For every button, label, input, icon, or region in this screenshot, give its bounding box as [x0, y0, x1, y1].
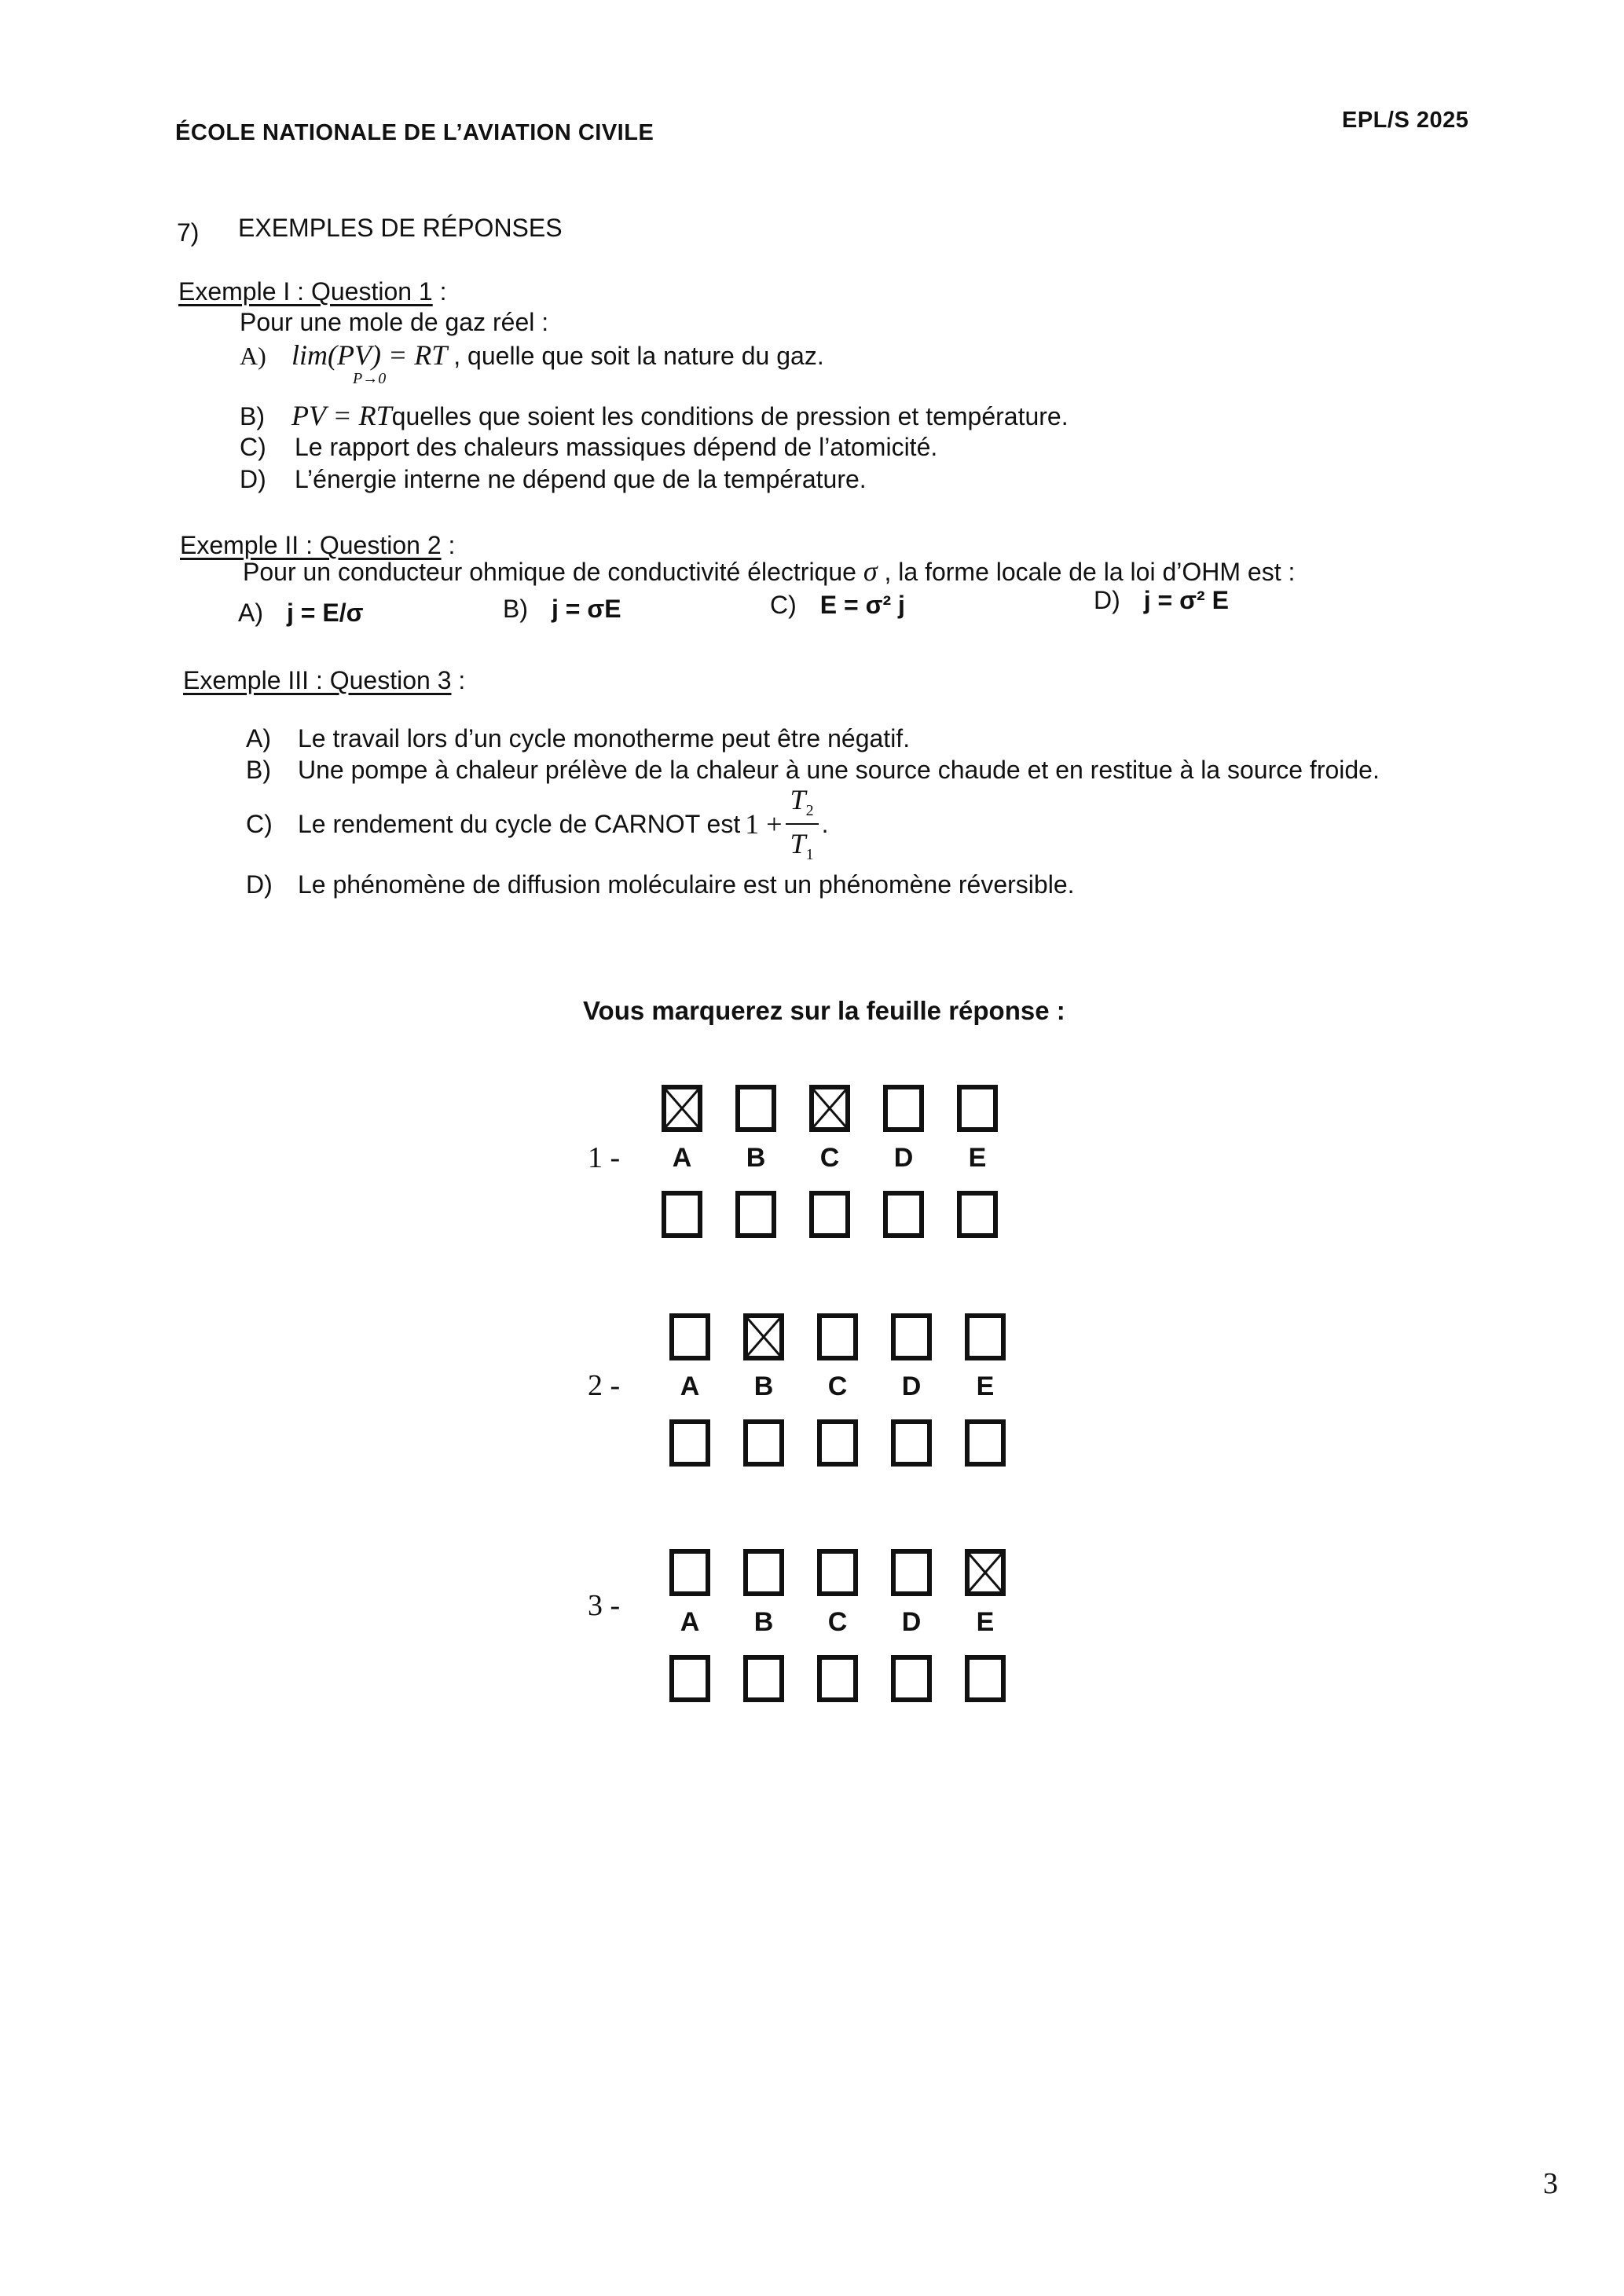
school-name: ÉCOLE NATIONALE DE L’AVIATION CIVILE — [175, 120, 654, 145]
answer-box[interactable] — [669, 1549, 710, 1596]
answer-box-checked[interactable] — [743, 1313, 784, 1360]
answer-box[interactable] — [891, 1549, 932, 1596]
answer-letter: C — [819, 1143, 840, 1173]
exam-code: EPL/S 2025 — [1342, 108, 1469, 133]
answer-box[interactable] — [743, 1419, 784, 1467]
answer-letter: A — [680, 1607, 700, 1637]
answer-letter: E — [976, 1371, 995, 1401]
answer-letter: C — [827, 1371, 848, 1401]
answer-letters — [662, 1143, 1015, 1174]
answer-letter: E — [976, 1607, 995, 1637]
answer-box[interactable] — [817, 1549, 858, 1596]
answer-box[interactable] — [735, 1085, 776, 1132]
answer-box-checked[interactable] — [662, 1085, 702, 1132]
answer-letter: A — [672, 1143, 692, 1173]
example2-intro: Pour un conducteur ohmique de conductivité électrique σ , la forme locale de la loi d’OHM est : — [243, 555, 1296, 587]
answer-box[interactable] — [883, 1085, 924, 1132]
answer-box[interactable] — [891, 1313, 932, 1360]
question-number: 2 - — [588, 1369, 621, 1402]
example1-option-c: C) Le rapport des chaleurs massiques dépend de l’atomicité. — [240, 433, 938, 461]
answer-box[interactable] — [809, 1191, 850, 1238]
answer-box[interactable] — [957, 1191, 998, 1238]
answer-box[interactable] — [735, 1191, 776, 1238]
example2-option-a: A) j = E/σ — [238, 599, 364, 627]
answer-box-checked[interactable] — [809, 1085, 850, 1132]
answer-letters — [669, 1607, 1023, 1638]
answer-letter: A — [680, 1371, 700, 1401]
answer-box[interactable] — [965, 1655, 1006, 1702]
section-title: EXEMPLES DE RÉPONSES — [238, 214, 563, 242]
answer-box[interactable] — [957, 1085, 998, 1132]
answer-box[interactable] — [891, 1419, 932, 1467]
example3-heading: Exemple III : Question 3 : — [183, 666, 466, 694]
question-number: 1 - — [588, 1141, 621, 1174]
answer-row-top — [669, 1549, 1023, 1596]
answer-box[interactable] — [817, 1419, 858, 1467]
question-number: 3 - — [588, 1589, 621, 1622]
answer-letter: B — [746, 1143, 766, 1173]
example2-heading: Exemple II : Question 2 : — [180, 531, 456, 559]
answer-box[interactable] — [965, 1313, 1006, 1360]
answer-box[interactable] — [669, 1313, 710, 1360]
page-number: 3 — [1543, 2167, 1558, 2200]
answer-box[interactable] — [669, 1655, 710, 1702]
answer-box[interactable] — [817, 1313, 858, 1360]
section-number: 7) — [177, 218, 200, 247]
example1-option-b: B) PV = RT quelles que soient les conditions de pression et température. — [240, 400, 1069, 431]
example2-option-d: D) j = σ² E — [1094, 586, 1229, 614]
answer-box[interactable] — [817, 1655, 858, 1702]
example3-option-c: C) Le rendement du cycle de CARNOT est 1 + $\frac{T_2}{T_1}$ . — [246, 784, 829, 864]
example3-option-b: B) Une pompe à chaleur prélève de la chaleur à une source chaude et en restitue à la source froide. — [246, 756, 1380, 784]
answer-row-bottom — [669, 1655, 1023, 1702]
answer-box[interactable] — [891, 1655, 932, 1702]
example2-option-b: B) j = σE — [503, 595, 621, 623]
answer-letter: D — [901, 1607, 922, 1637]
answer-letters — [669, 1371, 1023, 1402]
answer-box[interactable] — [662, 1191, 702, 1238]
carnot-fraction: $\frac{T_2}{T_1}$ — [786, 785, 819, 862]
answer-letter: D — [901, 1371, 922, 1401]
answer-row-top — [669, 1313, 1023, 1360]
answer-letter: D — [893, 1143, 914, 1173]
example1-heading: Exemple I : Question 1 : — [178, 277, 447, 306]
answer-row-bottom — [669, 1419, 1023, 1467]
answer-letter: B — [753, 1371, 774, 1401]
answer-grid-3 — [669, 1549, 1023, 1702]
answer-grid-1 — [662, 1085, 1015, 1238]
answer-letter: E — [968, 1143, 987, 1173]
answer-sheet-title: Vous marquerez sur la feuille réponse : — [583, 996, 1065, 1025]
example1-option-d: D) L’énergie interne ne dépend que de la température. — [240, 465, 867, 493]
answer-box[interactable] — [669, 1419, 710, 1467]
example3-option-a: A) Le travail lors d’un cycle monotherme peut être négatif. — [246, 724, 911, 753]
answer-box-checked[interactable] — [965, 1549, 1006, 1596]
answer-row-bottom — [662, 1191, 1015, 1238]
example3-option-d: D) Le phénomène de diffusion moléculaire est un phénomène réversible. — [246, 870, 1075, 899]
answer-box[interactable] — [743, 1549, 784, 1596]
answer-letter: C — [827, 1607, 848, 1637]
answer-box[interactable] — [965, 1419, 1006, 1467]
answer-row-top — [662, 1085, 1015, 1132]
answer-grid-2 — [669, 1313, 1023, 1467]
answer-box[interactable] — [883, 1191, 924, 1238]
example2-option-c: C) E = σ² j — [770, 591, 905, 619]
example1-option-a: A) lim(PV) = RT P→0 , quelle que soit la nature du gaz. — [240, 339, 824, 387]
answer-box[interactable] — [743, 1655, 784, 1702]
answer-letter: B — [753, 1607, 774, 1637]
example1-intro: Pour une mole de gaz réel : — [240, 308, 549, 336]
